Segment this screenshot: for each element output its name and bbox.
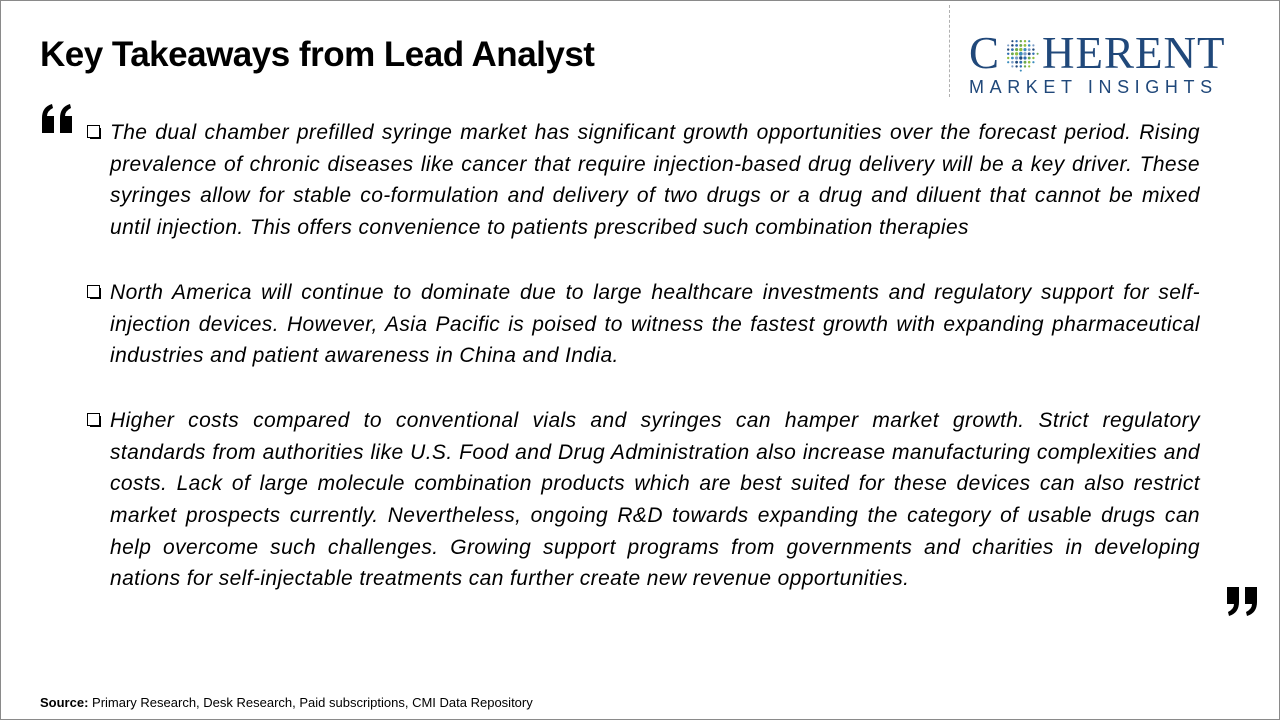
- bullet-text: The dual chamber prefilled syringe market has significant growth opportunities over the forecast period. Rising prevalence of chronic diseases like cancer that require injection-based drug delivery will be a key driver. These syringes allow for stable co-formulation and delivery of two drugs or a drug and diluent that cannot be mixed until injection. This offers convenience to patients prescribed such combination therapies: [110, 121, 1200, 240]
- list-item: [87, 405, 1200, 595]
- source-note: [40, 695, 533, 710]
- close-quote-icon: [1226, 586, 1260, 618]
- company-logo: [969, 28, 1264, 101]
- checkbox-bullet-icon: [87, 413, 100, 426]
- list-item: [87, 277, 1200, 372]
- logo-word-right: HERENT: [1042, 28, 1226, 78]
- list-item: [87, 117, 1200, 244]
- dotted-globe-icon: [1001, 34, 1041, 74]
- logo-word-left: C: [969, 28, 1001, 78]
- open-quote-icon: [41, 104, 75, 136]
- page-title: Key Takeaways from Lead Analyst: [40, 35, 595, 74]
- checkbox-bullet-icon: [87, 285, 100, 298]
- bullet-text: North America will continue to dominate due to large healthcare investments and regulatory support for self-injection devices. However, Asia Pacific is poised to witness the fastest growth with expanding pharmaceutical industries and patient awareness in China and India.: [110, 280, 1200, 368]
- logo-wordmark: [969, 28, 1264, 78]
- key-takeaways-list: [87, 117, 1200, 628]
- bullet-text: Higher costs compared to conventional vials and syringes can hamper market growth. Strict regulatory standards from authorities like U.S. Food and Drug Administration also increase manufacturing complexities and costs. Lack of large molecule combination products which are best suited for these devices can also restrict market prospects currently. Nevertheless, ongoing R&D towards expanding the category of usable drugs can help overcome such challenges. Growing support programs from governments and charities in developing nations for self-injectable treatments can further create new revenue opportunities.: [110, 408, 1200, 591]
- source-label: Source:: [40, 695, 89, 710]
- source-text: Primary Research, Desk Research, Paid subscriptions, CMI Data Repository: [92, 695, 533, 710]
- checkbox-bullet-icon: [87, 125, 100, 138]
- logo-subtitle: MARKET INSIGHTS: [969, 77, 1218, 97]
- logo-divider: [949, 5, 950, 97]
